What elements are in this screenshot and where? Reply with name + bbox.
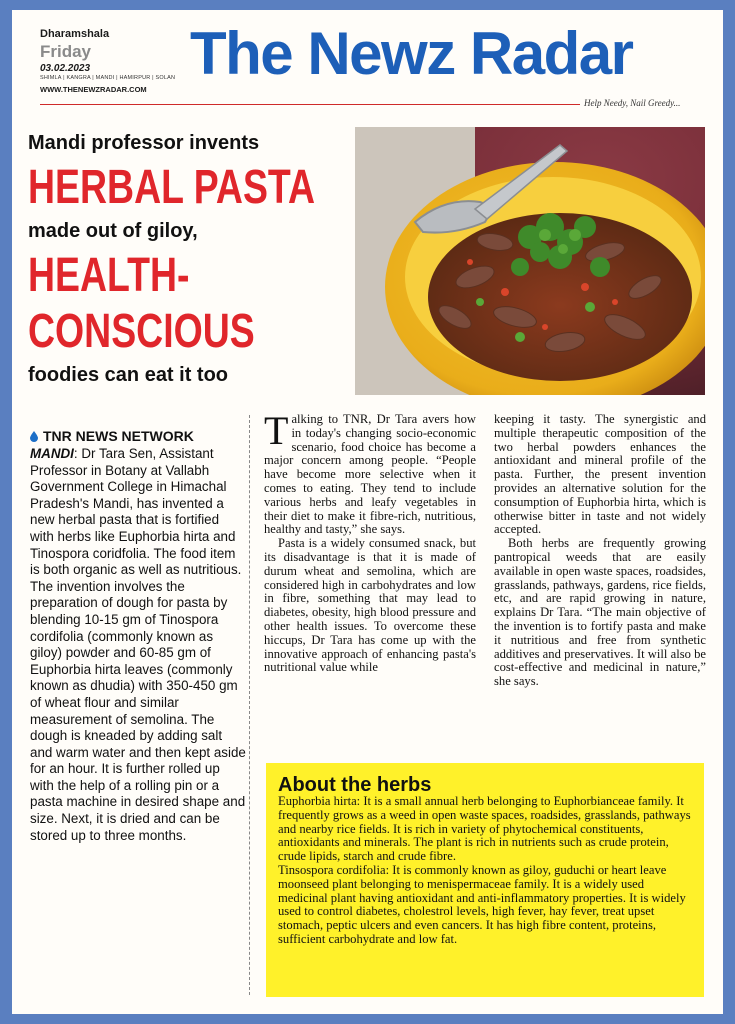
pasta-bowl-photo <box>355 127 705 395</box>
byline-text: TNR NEWS NETWORK <box>43 428 194 444</box>
headline-line-6: foodies can eat it too <box>28 364 229 386</box>
edition-places: SHIMLA | KANGRA | MANDI | HAMIRPUR | SOLAN <box>40 75 176 81</box>
about-herbs-title: About the herbs <box>278 774 432 796</box>
article-column-3 <box>494 413 706 689</box>
about-herbs-box <box>266 763 704 997</box>
website-link[interactable]: WWW.THENEWZRADAR.COM <box>40 85 147 94</box>
lead-paragraph: : Dr Tara Sen, Assistant Professor in Botany at Vallabh Government College in Himachal Pradesh's Mandi, has invented a new herbal pasta that is fortified with herbs like Euphorbia hirta and Tinospora coridfolia. The food item is both organic as well as nutritious. The invention involves the preparation of dough for pasta by blending 10-15 gm of Tinospora cordifolia (commonly known as giloy) powder and 60-85 gm of Euphorbia hirta leaves (commonly known as dhudia) with 350-450 gm of wheat flour and similar measurement of semolina. The dough is kneaded by adding salt and warm water and then kept aside for an hour. It is further rolled up with the help of a rolling pin or a pasta machine in desired shape and size. Next, it is dried and can be stored up to three months. <box>30 446 246 843</box>
column-divider <box>249 415 250 995</box>
newspaper-title: The Newz Radar <box>190 20 633 87</box>
paragraph-5: Both herbs are frequently growing pantropical weeds that are easily available in open waste spaces, roadsides, grasslands, pathways, gardens, rice fields, etc, and are rapid growing in nature, explains Dr Tara. “The main objective of the invention is to fortify pasta and make it nutritious and free from synthetic additives and preservatives. It will also be cost-effective and medicinal in nature,” she says. <box>494 536 706 689</box>
water-drop-icon <box>30 431 38 442</box>
paragraph-3: Pasta is a widely consumed snack, but its disadvantage is that it is made of durum wheat and semolina, which are considered high in carbohydrates and low in fibre, something that may lead to diabetes, obesity, high blood pressure and other health issues. To overcome these hiccups, Dr Tara has come up with the innovative approach of enhancing pasta's nutritional value while <box>264 536 476 675</box>
masthead-rule <box>40 104 580 105</box>
headline-line-3: made out of giloy, <box>28 220 198 242</box>
edition-date: 03.02.2023 <box>40 63 91 74</box>
headline-line-2: HERBAL PASTA <box>28 161 316 214</box>
headline-line-4: HEALTH- <box>28 249 190 302</box>
edition-day: Friday <box>40 42 92 61</box>
drop-cap: T <box>264 408 289 453</box>
article-column-2 <box>264 408 476 675</box>
headline-line-1: Mandi professor invents <box>28 132 260 154</box>
newspaper-page <box>12 10 723 1014</box>
edition-city: Dharamshala <box>40 28 110 40</box>
headline-line-5: CONSCIOUS <box>28 305 255 358</box>
newspaper-tagline: Help Needy, Nail Greedy... <box>584 98 681 108</box>
dateline-place: MANDI <box>30 446 74 461</box>
byline <box>30 428 194 444</box>
article-column-1 <box>30 446 246 844</box>
paragraph-4: keeping it tasty. The synergistic and multiple therapeutic composition of the two herbal powders enhances the antioxidant and mineral profile of the pasta. Further, the present invention provides an alternative solution for the consumption of Euphorbia hirta, which is otherwise bitter in taste and not widely accepted. <box>494 412 706 537</box>
herb-paragraph-tinospora: Tinsospora cordifolia: It is commonly known as giloy, guduchi or heart leave moonseed plant belonging to menispermaceae family. It is a widely used medicinal plant having antioxidant and anti-inflammatory properties. It is widely used to control diabetes, cholestrol levels, high fever, hay fever, treat upset stomach, peptic ulcers and even cancers. It has high fibre content, proteins, sufficient carbohydrate and low fat. <box>278 862 686 946</box>
herb-paragraph-euphorbia: Euphorbia hirta: It is a small annual herb belonging to Euphorbianceae family. It frequently grows as a weed in open waste spaces, roadsides, grasslands, pathways and nearby rice fields. It is rich in variety of phytochemical constituents, antioxidants and minerals. The plant is rich in nutrients such as crude protein, crude lipids, starch and crude fibre. <box>278 794 691 864</box>
paragraph-2: alking to TNR, Dr Tara avers how in today's changing socio-economic scenario, food choice has become a major concern among people. “People have become more selective when it comes to eating. They tend to include various herbs and leafy vegetables in their diet to make it fibre-rich, nutritious, healthy and tasty,” she says. <box>264 412 476 537</box>
